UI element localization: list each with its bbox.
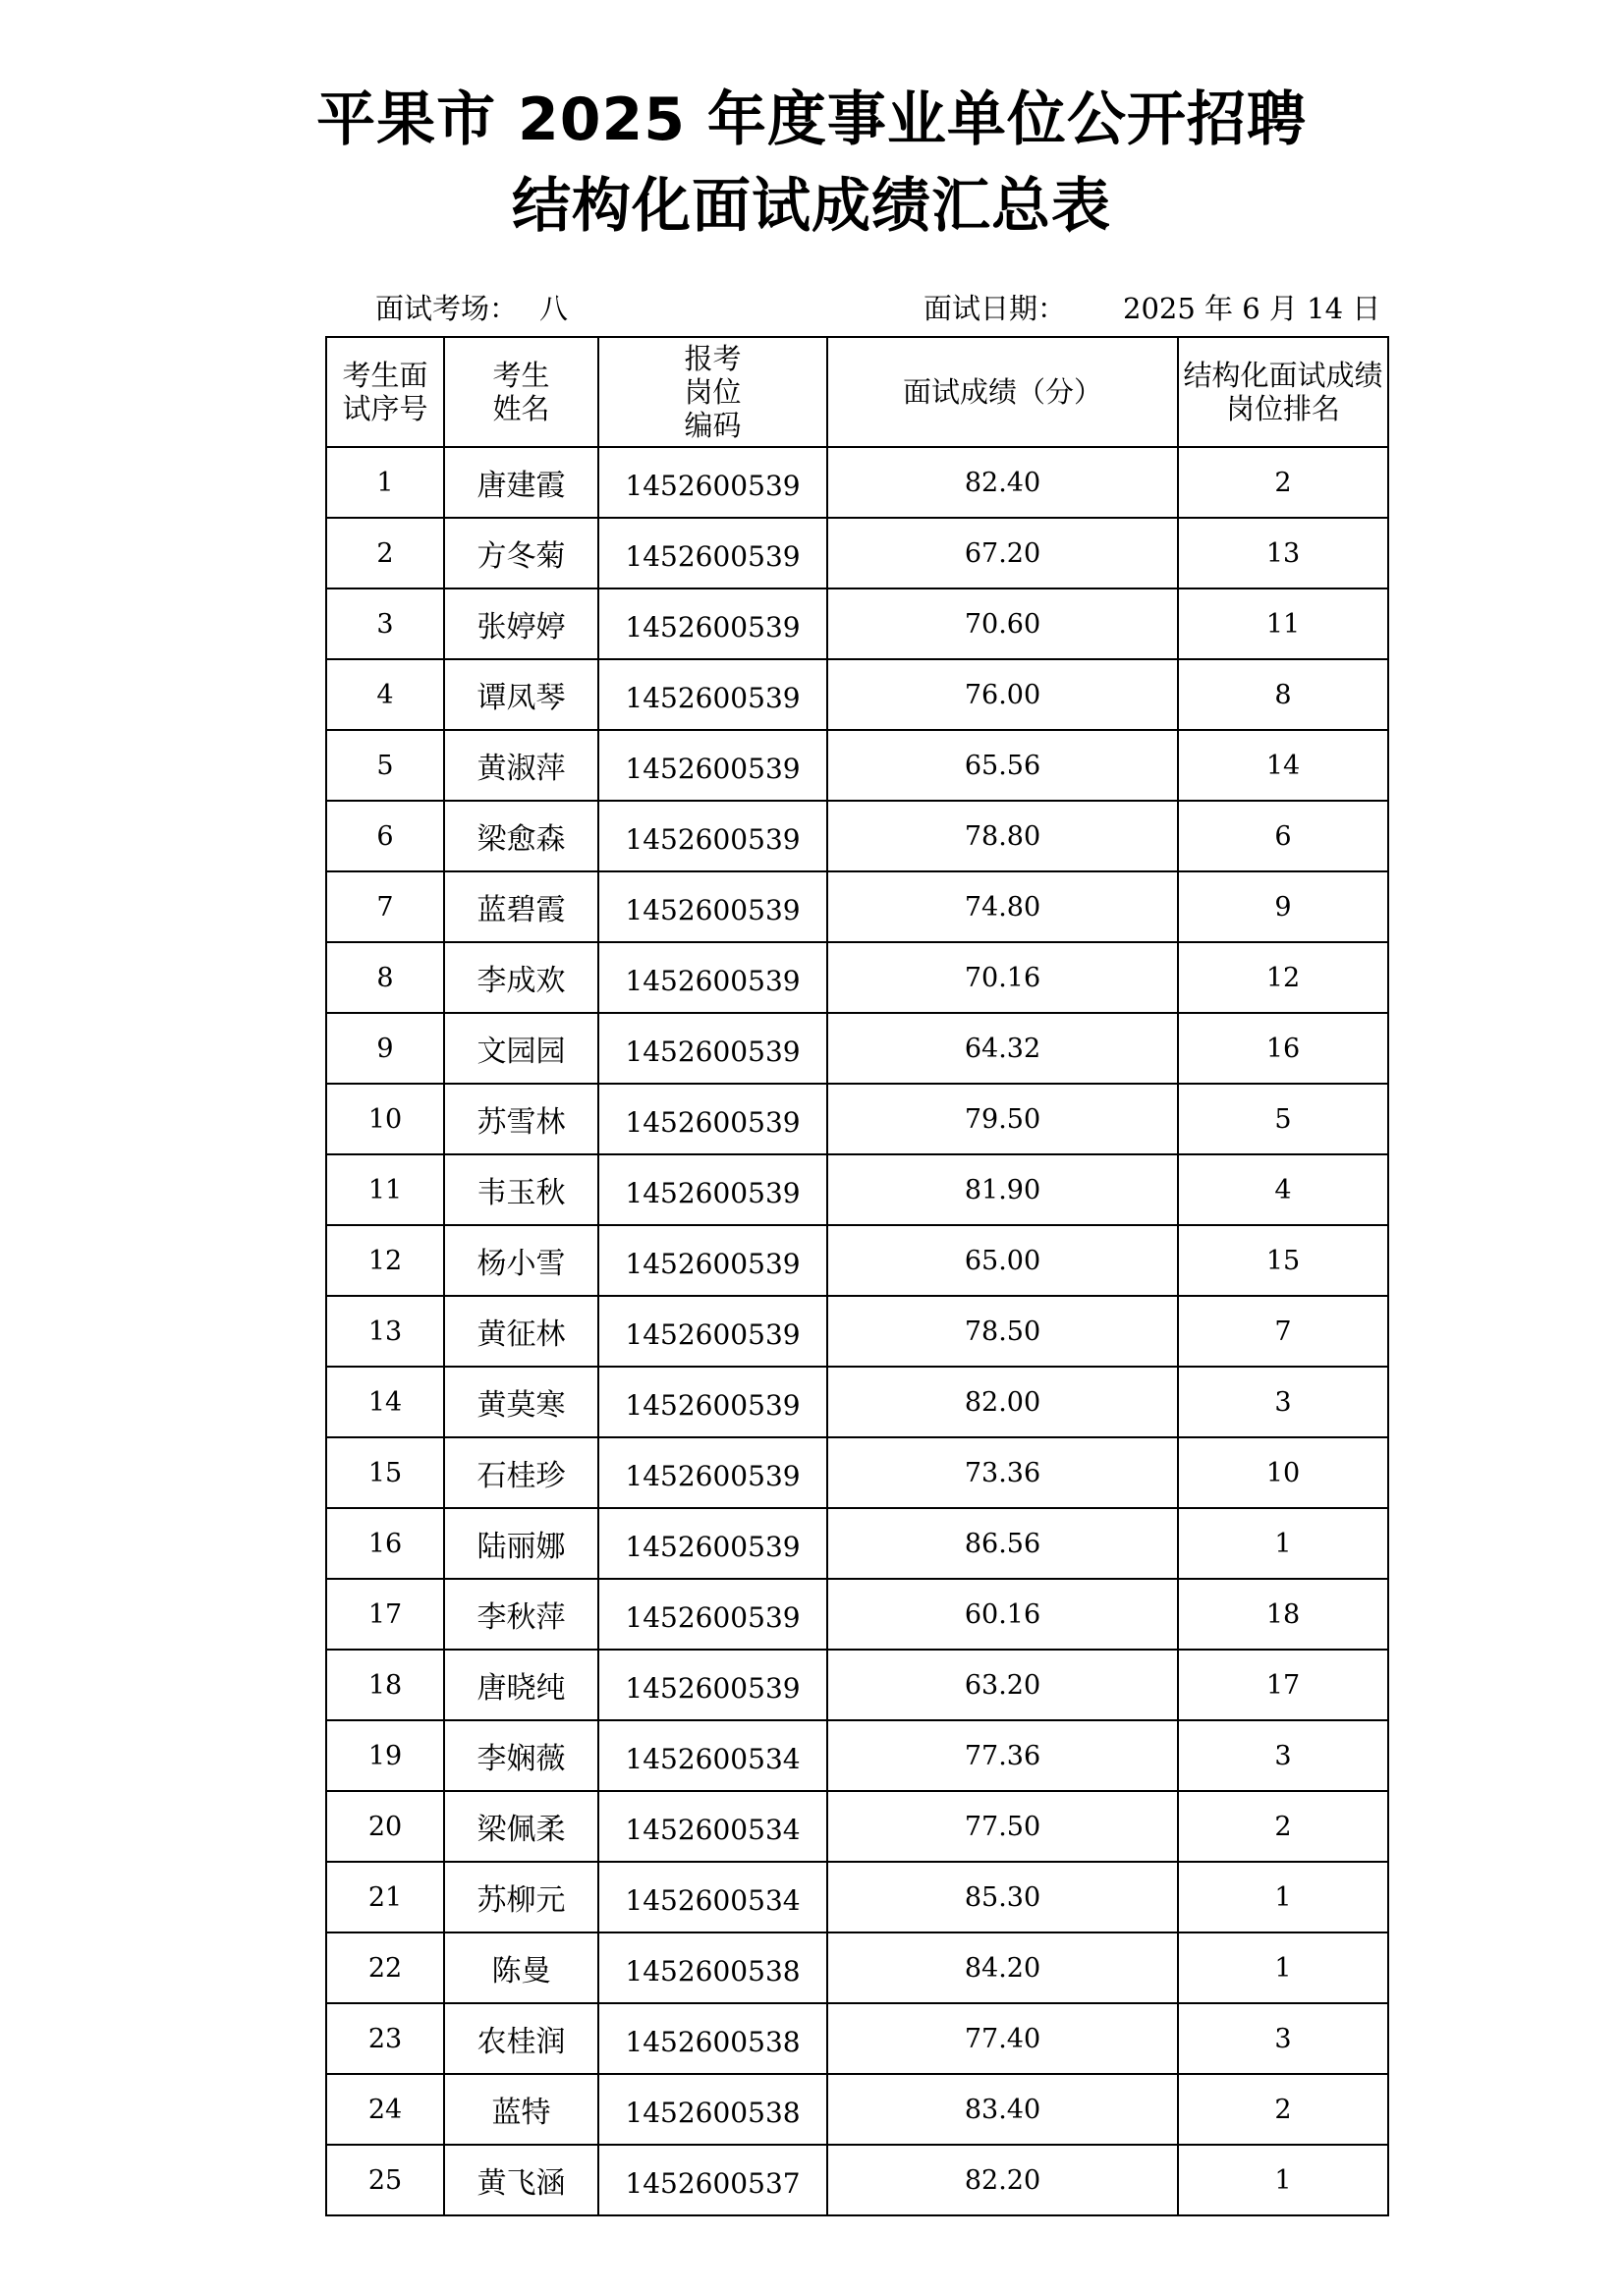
score-cell: 84.20 (827, 1932, 1178, 2003)
header-post-line: 编码 (684, 409, 742, 442)
score-cell: 76.00 (827, 659, 1178, 730)
date-value: 2025 年 6 月 14 日 (1123, 292, 1381, 325)
score-cell: 74.80 (827, 871, 1178, 942)
rank-cell: 14 (1178, 730, 1388, 801)
rank-cell: 3 (1178, 1367, 1388, 1437)
post-code-cell: 1452600538 (598, 1932, 827, 2003)
score-cell: 82.20 (827, 2145, 1178, 2215)
name-cell: 蓝特 (444, 2074, 598, 2145)
rank-cell: 8 (1178, 659, 1388, 730)
table-row (326, 659, 1388, 730)
table-row (326, 1013, 1388, 1084)
post-code-cell: 1452600539 (598, 871, 827, 942)
score-cell: 81.90 (827, 1154, 1178, 1225)
name-cell: 黄征林 (444, 1296, 598, 1367)
post-code-cell: 1452600539 (598, 1437, 827, 1508)
seq-cell: 15 (326, 1437, 444, 1508)
rank-cell: 15 (1178, 1225, 1388, 1296)
name-cell: 黄淑萍 (444, 730, 598, 801)
document-title: 平果市 2025 年度事业单位公开招聘 (316, 85, 1307, 154)
seq-cell: 9 (326, 1013, 444, 1084)
header-seq (326, 337, 444, 447)
rank-cell: 5 (1178, 1084, 1388, 1154)
name-cell: 谭凤琴 (444, 659, 598, 730)
name-cell: 梁愈森 (444, 801, 598, 871)
name-cell: 杨小雪 (444, 1225, 598, 1296)
seq-cell: 7 (326, 871, 444, 942)
seq-cell: 6 (326, 801, 444, 871)
header-post-line: 岗位 (684, 375, 742, 409)
post-code-cell: 1452600539 (598, 1650, 827, 1720)
table-row (326, 2074, 1388, 2145)
rank-cell: 2 (1178, 447, 1388, 518)
seq-cell: 16 (326, 1508, 444, 1579)
name-cell: 张婷婷 (444, 588, 598, 659)
table-row (326, 1367, 1388, 1437)
post-code-cell: 1452600539 (598, 1296, 827, 1367)
name-cell: 方冬菊 (444, 518, 598, 588)
name-cell: 苏柳元 (444, 1862, 598, 1932)
post-code-cell: 1452600539 (598, 659, 827, 730)
rank-cell: 2 (1178, 2074, 1388, 2145)
score-cell: 85.30 (827, 1862, 1178, 1932)
score-cell: 60.16 (827, 1579, 1178, 1650)
rank-cell: 11 (1178, 588, 1388, 659)
score-cell: 82.00 (827, 1367, 1178, 1437)
seq-cell: 24 (326, 2074, 444, 2145)
rank-cell: 4 (1178, 1154, 1388, 1225)
score-cell: 86.56 (827, 1508, 1178, 1579)
seq-cell: 20 (326, 1791, 444, 1862)
table-row (326, 1084, 1388, 1154)
score-cell: 70.60 (827, 588, 1178, 659)
rank-cell: 1 (1178, 1508, 1388, 1579)
venue-value: 八 (539, 292, 569, 325)
table-row (326, 588, 1388, 659)
header-score-line: 面试成绩（分） (902, 375, 1102, 409)
score-cell: 78.50 (827, 1296, 1178, 1367)
table-row (326, 1437, 1388, 1508)
header-post-line: 报考 (684, 342, 742, 375)
interview-date (923, 292, 1381, 325)
name-cell: 黄莫寒 (444, 1367, 598, 1437)
venue-label: 面试考场： (375, 292, 519, 325)
post-code-cell: 1452600534 (598, 1862, 827, 1932)
seq-cell: 11 (326, 1154, 444, 1225)
document-subtitle: 结构化面试成绩汇总表 (512, 172, 1111, 241)
table-row (326, 1791, 1388, 1862)
seq-cell: 14 (326, 1367, 444, 1437)
name-cell: 陈曼 (444, 1932, 598, 2003)
table-row (326, 2145, 1388, 2215)
rank-cell: 3 (1178, 2003, 1388, 2074)
post-code-cell: 1452600539 (598, 1013, 827, 1084)
table-row (326, 1932, 1388, 2003)
rank-cell: 12 (1178, 942, 1388, 1013)
table-row (326, 447, 1388, 518)
post-code-cell: 1452600539 (598, 942, 827, 1013)
seq-cell: 8 (326, 942, 444, 1013)
score-table (325, 336, 1389, 2216)
seq-cell: 13 (326, 1296, 444, 1367)
header-seq-line: 考生面 (342, 359, 428, 392)
header-name-line: 姓名 (492, 392, 550, 425)
seq-cell: 23 (326, 2003, 444, 2074)
name-cell: 石桂珍 (444, 1437, 598, 1508)
score-cell: 67.20 (827, 518, 1178, 588)
table-row (326, 1225, 1388, 1296)
rank-cell: 10 (1178, 1437, 1388, 1508)
name-cell: 李娴薇 (444, 1720, 598, 1791)
seq-cell: 10 (326, 1084, 444, 1154)
score-cell: 64.32 (827, 1013, 1178, 1084)
seq-cell: 22 (326, 1932, 444, 2003)
seq-cell: 3 (326, 588, 444, 659)
post-code-cell: 1452600539 (598, 730, 827, 801)
seq-cell: 21 (326, 1862, 444, 1932)
name-cell: 苏雪林 (444, 1084, 598, 1154)
score-cell: 77.36 (827, 1720, 1178, 1791)
seq-cell: 19 (326, 1720, 444, 1791)
header-rank-line: 岗位排名 (1225, 392, 1340, 425)
post-code-cell: 1452600539 (598, 801, 827, 871)
table-row (326, 2003, 1388, 2074)
date-label: 面试日期： (923, 292, 1067, 325)
post-code-cell: 1452600538 (598, 2074, 827, 2145)
score-cell: 70.16 (827, 942, 1178, 1013)
seq-cell: 1 (326, 447, 444, 518)
rank-cell: 7 (1178, 1296, 1388, 1367)
rank-cell: 1 (1178, 1932, 1388, 2003)
table-row (326, 871, 1388, 942)
header-seq-line: 试序号 (342, 392, 428, 425)
seq-cell: 12 (326, 1225, 444, 1296)
table-row (326, 730, 1388, 801)
rank-cell: 9 (1178, 871, 1388, 942)
header-score (827, 337, 1178, 447)
name-cell: 韦玉秋 (444, 1154, 598, 1225)
name-cell: 梁佩柔 (444, 1791, 598, 1862)
score-cell: 79.50 (827, 1084, 1178, 1154)
seq-cell: 18 (326, 1650, 444, 1720)
name-cell: 农桂润 (444, 2003, 598, 2074)
rank-cell: 16 (1178, 1013, 1388, 1084)
table-header-row (326, 337, 1388, 447)
header-post-code (598, 337, 827, 447)
score-cell: 78.80 (827, 801, 1178, 871)
name-cell: 陆丽娜 (444, 1508, 598, 1579)
rank-cell: 6 (1178, 801, 1388, 871)
table-row (326, 801, 1388, 871)
name-cell: 唐晓纯 (444, 1650, 598, 1720)
table-row (326, 942, 1388, 1013)
score-cell: 82.40 (827, 447, 1178, 518)
post-code-cell: 1452600539 (598, 1367, 827, 1437)
score-cell: 65.56 (827, 730, 1178, 801)
rank-cell: 3 (1178, 1720, 1388, 1791)
seq-cell: 17 (326, 1579, 444, 1650)
header-name-line: 考生 (492, 359, 550, 392)
interview-venue (375, 292, 569, 325)
table-row (326, 1154, 1388, 1225)
rank-cell: 17 (1178, 1650, 1388, 1720)
score-cell: 83.40 (827, 2074, 1178, 2145)
name-cell: 蓝碧霞 (444, 871, 598, 942)
post-code-cell: 1452600539 (598, 447, 827, 518)
score-cell: 73.36 (827, 1437, 1178, 1508)
post-code-cell: 1452600539 (598, 1579, 827, 1650)
rank-cell: 13 (1178, 518, 1388, 588)
table-row (326, 1720, 1388, 1791)
name-cell: 文园园 (444, 1013, 598, 1084)
name-cell: 黄飞涵 (444, 2145, 598, 2215)
score-cell: 63.20 (827, 1650, 1178, 1720)
rank-cell: 1 (1178, 2145, 1388, 2215)
score-cell: 65.00 (827, 1225, 1178, 1296)
post-code-cell: 1452600539 (598, 588, 827, 659)
table-row (326, 518, 1388, 588)
post-code-cell: 1452600539 (598, 1084, 827, 1154)
header-name (444, 337, 598, 447)
table-row (326, 1650, 1388, 1720)
post-code-cell: 1452600539 (598, 1225, 827, 1296)
header-rank-line: 结构化面试成绩 (1183, 359, 1383, 392)
post-code-cell: 1452600538 (598, 2003, 827, 2074)
post-code-cell: 1452600539 (598, 1154, 827, 1225)
table-row (326, 1508, 1388, 1579)
table-row (326, 1579, 1388, 1650)
post-code-cell: 1452600539 (598, 1508, 827, 1579)
post-code-cell: 1452600534 (598, 1720, 827, 1791)
score-cell: 77.40 (827, 2003, 1178, 2074)
table-body (326, 447, 1388, 2215)
table-row (326, 1296, 1388, 1367)
seq-cell: 2 (326, 518, 444, 588)
post-code-cell: 1452600539 (598, 518, 827, 588)
name-cell: 唐建霞 (444, 447, 598, 518)
name-cell: 李成欢 (444, 942, 598, 1013)
post-code-cell: 1452600534 (598, 1791, 827, 1862)
seq-cell: 5 (326, 730, 444, 801)
seq-cell: 4 (326, 659, 444, 730)
table-row (326, 1862, 1388, 1932)
seq-cell: 25 (326, 2145, 444, 2215)
score-cell: 77.50 (827, 1791, 1178, 1862)
rank-cell: 1 (1178, 1862, 1388, 1932)
header-rank (1178, 337, 1388, 447)
post-code-cell: 1452600537 (598, 2145, 827, 2215)
name-cell: 李秋萍 (444, 1579, 598, 1650)
rank-cell: 18 (1178, 1579, 1388, 1650)
rank-cell: 2 (1178, 1791, 1388, 1862)
